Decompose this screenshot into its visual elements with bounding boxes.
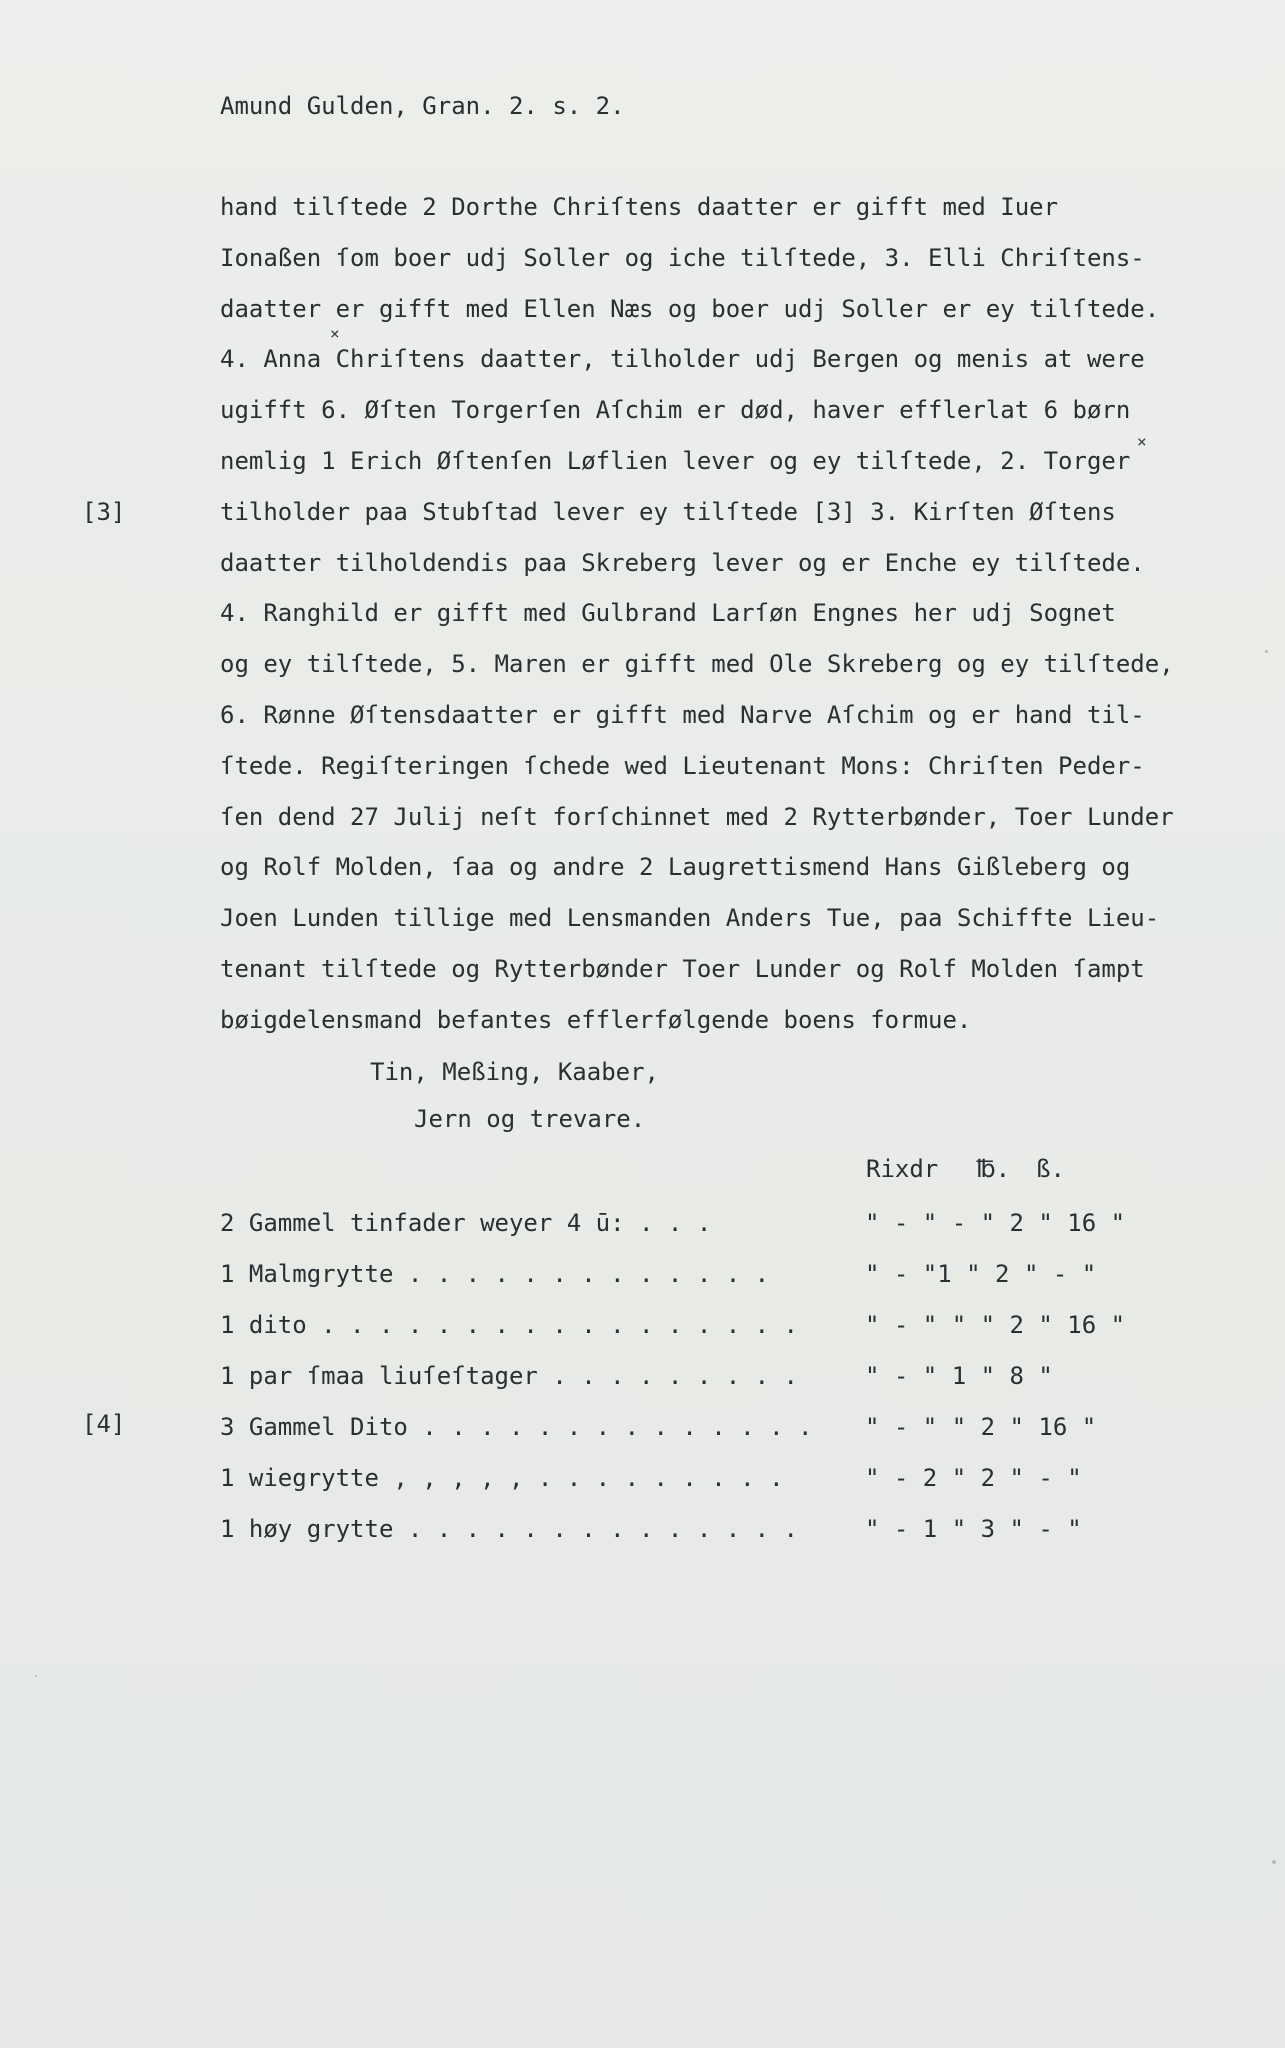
item-values: " - 2 " 2 " - " (865, 1464, 1082, 1492)
text-line: daatter tilholdendis paa Skreberg lever og er Enche ey tilſtede. (220, 548, 1145, 577)
text-line: daatter er gifft med Ellen Næs og boer udj Soller er ey tilſtede. (220, 294, 1160, 323)
text-line: tenant tilſtede og Rytterbønder Toer Lunder og Rolf Molden ſampt (220, 954, 1145, 983)
margin-note-4: [4] (82, 1410, 126, 1438)
item-label: 1 par ſmaa liuſeſtager . . . . . . . . . (220, 1362, 798, 1390)
text-line: tilholder paa Stubſtad lever ey tilſtede [3] 3. Kirſten Øſtens (220, 497, 1116, 526)
column-header-mark: ℔. (976, 1155, 1011, 1183)
text-line: hand tilſtede 2 Dorthe Chriſtens daatter er gifft med Iuer (220, 193, 1059, 221)
inventory-list (220, 1202, 1170, 1559)
column-header-skilling: ß. (1036, 1155, 1065, 1183)
item-values: " - 1 " 3 " - " (865, 1515, 1082, 1543)
item-label: 1 Malmgrytte . . . . . . . . . . . . . (220, 1260, 770, 1288)
item-label: 1 wiegrytte , , , , , . . . . . . . . . (220, 1464, 784, 1492)
text-line: Joen Lunden tillige med Lensmanden Anders Tue, paa Schiffte Lieu- (220, 904, 1160, 933)
text-line: 4. Ranghild er gifft med Gulbrand Larſøn Engnes her udj Sognet (220, 599, 1116, 628)
list-item (220, 1202, 1170, 1253)
item-values: " - " " 2 " 16 " (865, 1413, 1097, 1441)
list-item (220, 1253, 1170, 1304)
margin-note-3: [3] (82, 498, 126, 526)
insertion-mark-icon: × (1137, 432, 1147, 451)
section-heading-line2: Jern og trevare. (414, 1105, 646, 1133)
item-label: 3 Gammel Dito . . . . . . . . . . . . . . (220, 1413, 813, 1441)
insertion-mark-icon: × (330, 324, 340, 343)
list-item (220, 1304, 1170, 1355)
body-text (220, 190, 1240, 1054)
item-label: 1 høy grytte . . . . . . . . . . . . . . (220, 1515, 798, 1543)
item-values: " - " 1 " 8 " (865, 1362, 1053, 1390)
text-line: 4. Anna Chriſtens daatter, tilholder udj Bergen og menis at were (220, 345, 1145, 374)
list-item (220, 1355, 1170, 1406)
list-item (220, 1457, 1170, 1508)
document-header: Amund Gulden, Gran. 2. s. 2. (220, 92, 625, 120)
list-item (220, 1508, 1170, 1559)
text-line: og Rolf Molden, ſaa og andre 2 Laugrettismend Hans Gißleberg og (220, 853, 1131, 882)
text-line: ſtede. Regiſteringen ſchede wed Lieutenant Mons: Chriſten Peder- (220, 751, 1145, 780)
text-line: nemlig 1 Erich Øſtenſen Løflien lever og ey tilſtede, 2. Torger (220, 446, 1131, 475)
paper-speck (1272, 1860, 1276, 1864)
text-line: ugifft 6. Øſten Torgerſen Aſchim er død, haver efflerlat 6 børn (220, 396, 1131, 425)
column-header-rixd: Rixdr (866, 1155, 939, 1183)
text-line: og ey tilſtede, 5. Maren er gifft med Ole Skreberg og ey tilſtede, (220, 650, 1174, 679)
item-label: 2 Gammel tinfader weyer 4 ū: . . . (220, 1209, 712, 1237)
item-label: 1 dito . . . . . . . . . . . . . . . . . (220, 1311, 798, 1339)
item-values: " - "1 " 2 " - " (865, 1260, 1097, 1288)
text-line: 6. Rønne Øſtensdaatter er gifft med Narve Aſchim og er hand til- (220, 700, 1145, 729)
text-line: bøigdelensmand befantes efflerfølgende boens formue. (220, 1005, 972, 1034)
list-item (220, 1406, 1170, 1457)
paper-speck (1265, 650, 1268, 653)
item-values: " - " " " 2 " 16 " (865, 1311, 1126, 1339)
section-heading-line1: Tin, Meßing, Kaaber, (370, 1058, 659, 1086)
paper-speck (35, 1675, 37, 1677)
text-line: Ionaßen ſom boer udj Soller og iche tilſtede, 3. Elli Chriſtens- (220, 243, 1145, 272)
item-values: " - " - " 2 " 16 " (865, 1209, 1126, 1237)
text-line: ſen dend 27 Julij neſt forſchinnet med 2 Rytterbønder, Toer Lunder (220, 802, 1174, 831)
